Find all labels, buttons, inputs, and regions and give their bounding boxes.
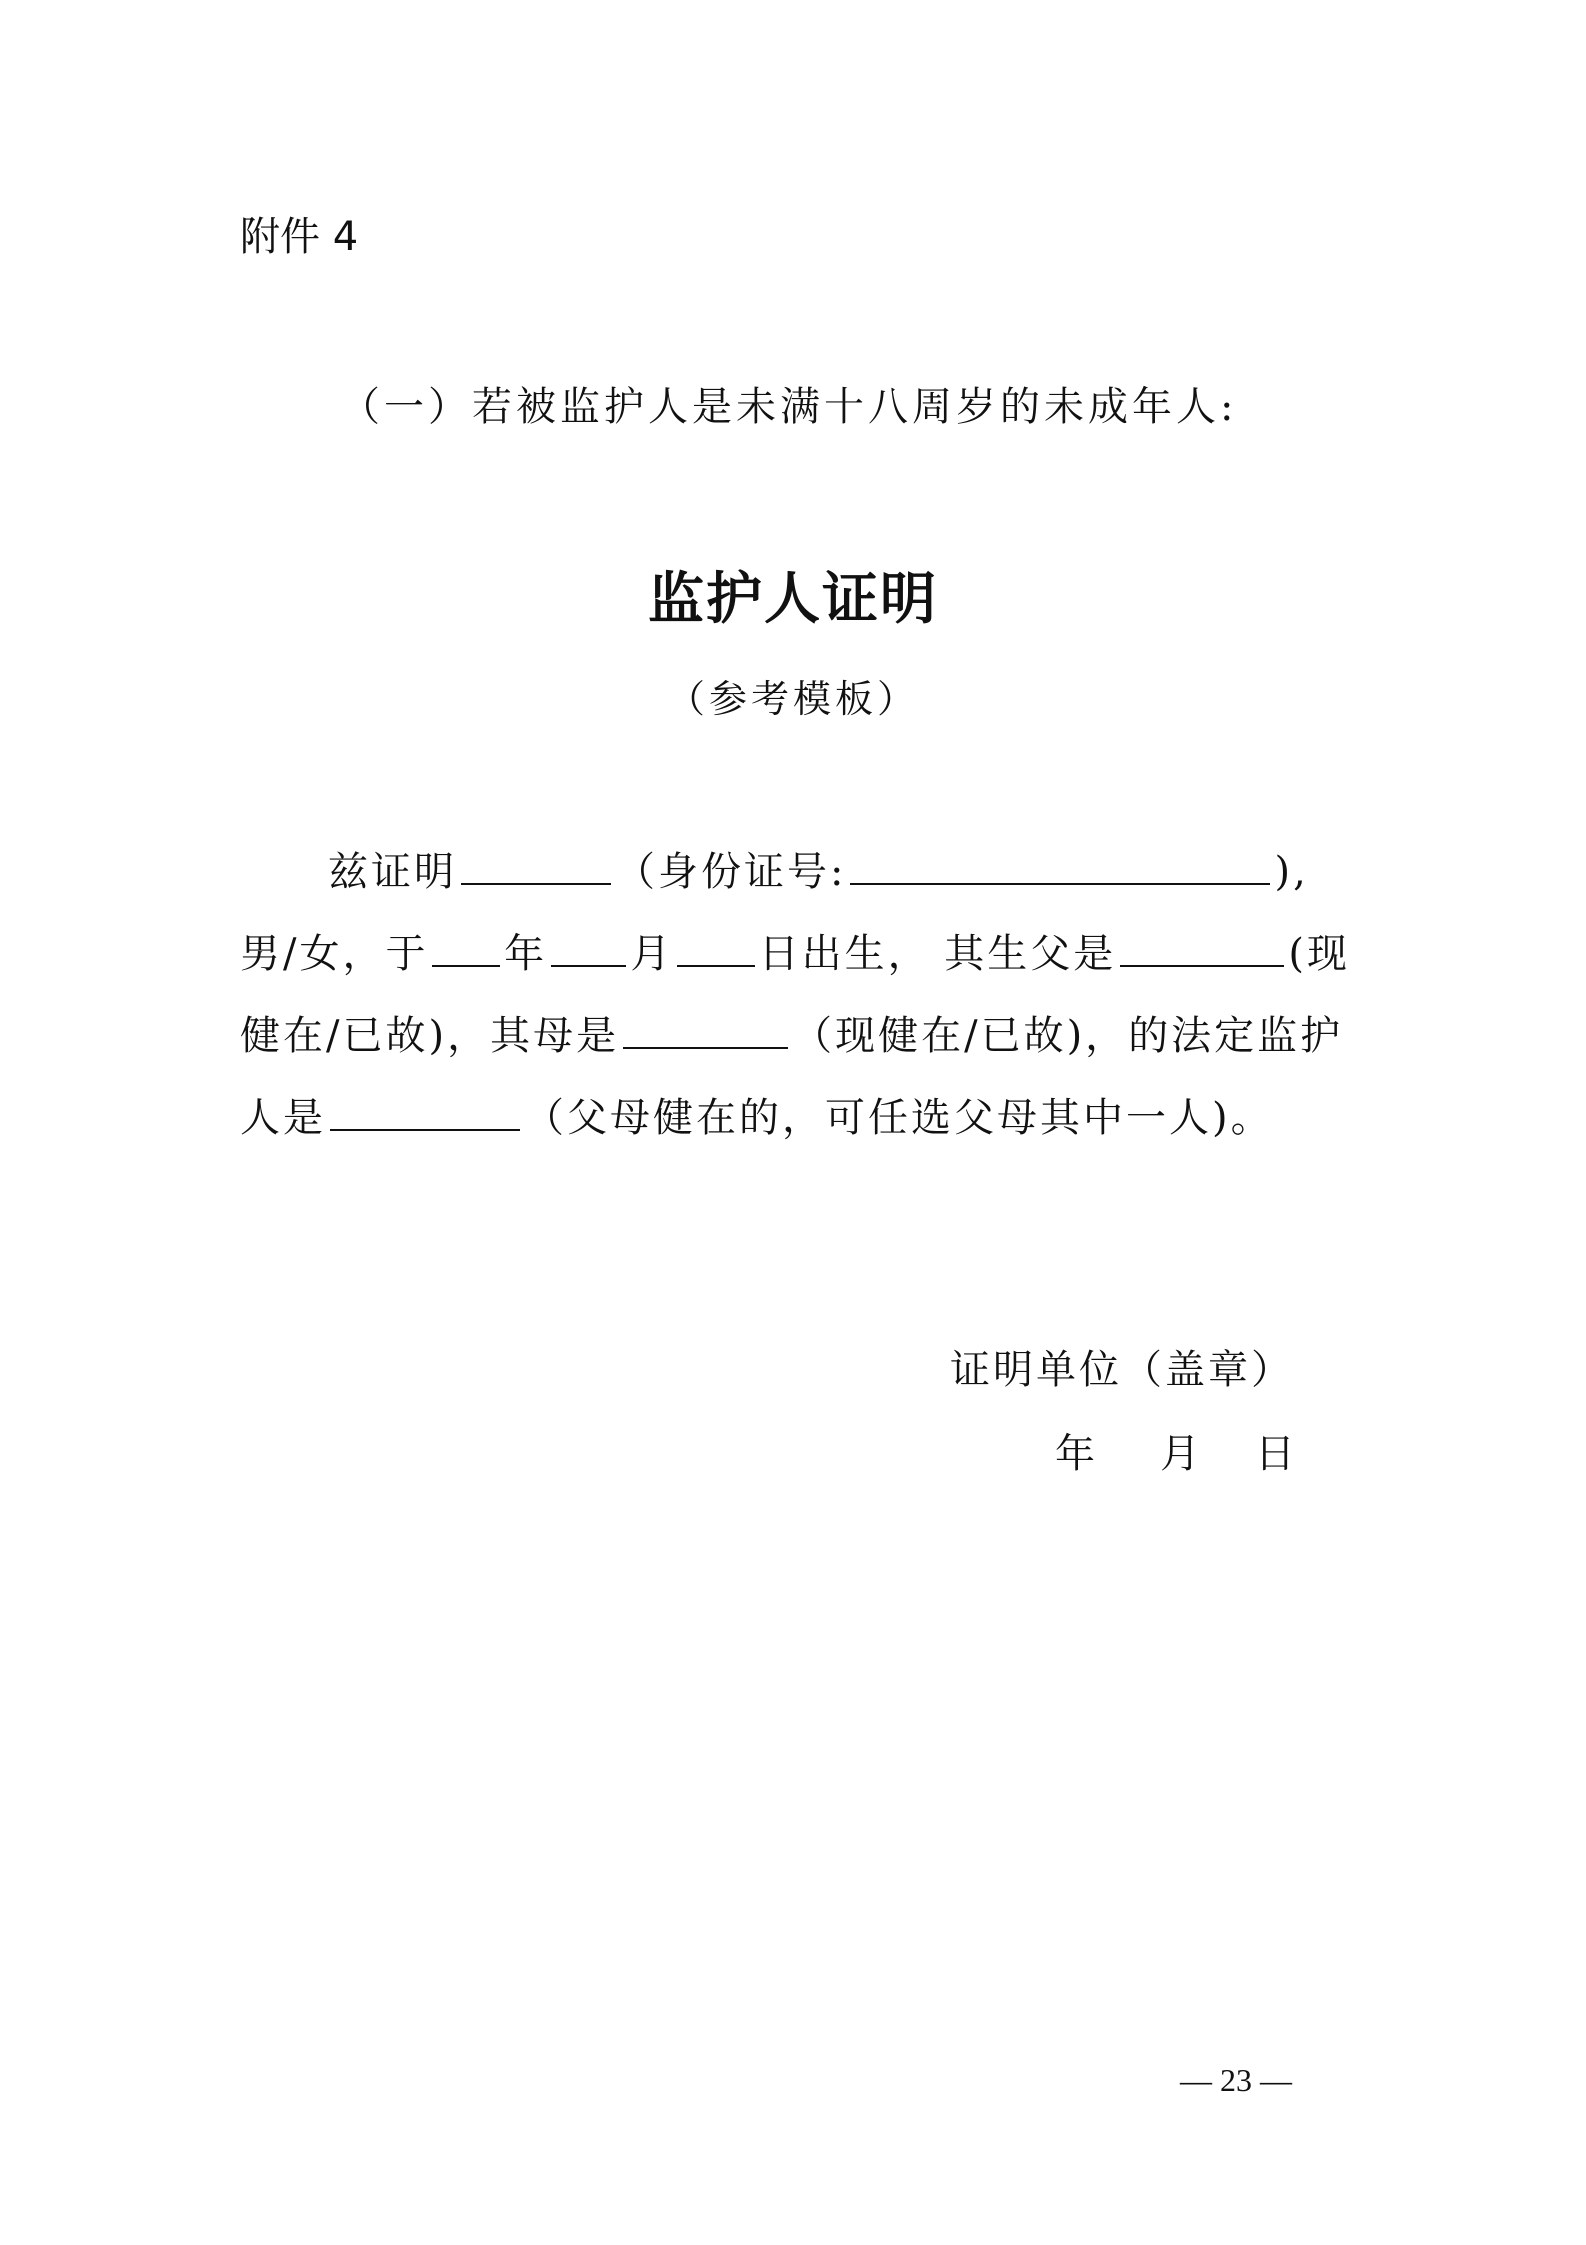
birth-year-blank[interactable] <box>432 925 500 967</box>
birth-month-blank[interactable] <box>551 925 626 967</box>
date-month-label: 月 <box>1160 1431 1200 1477</box>
certify-prefix: 兹证明 <box>328 849 457 895</box>
mother-label: 其母是 <box>490 1013 620 1059</box>
father-status-open: (现 <box>1288 931 1350 977</box>
guardian-lead: 的法定监护 <box>1128 1013 1344 1059</box>
father-name-blank[interactable] <box>1120 925 1284 967</box>
signature-date <box>1055 1422 1295 1479</box>
father-label: 其生父是 <box>944 931 1117 977</box>
year-label: 年 <box>504 931 548 977</box>
mother-name-blank[interactable] <box>623 1007 788 1049</box>
certificate-line-2 <box>240 922 1350 979</box>
certificate-line-4 <box>240 1086 1350 1143</box>
name-blank[interactable] <box>461 843 611 885</box>
page-number: — 23 — <box>1180 2062 1292 2098</box>
birth-day-blank[interactable] <box>677 925 754 967</box>
document-subtitle: （参考模板） <box>666 677 919 721</box>
month-label: 月 <box>630 931 674 977</box>
certificate-line-1 <box>240 840 1350 897</box>
issuer-seal-label: 证明单位（盖章） <box>950 1347 1294 1393</box>
gender-text: 男/女，于 <box>240 931 429 977</box>
guardian-name-blank[interactable] <box>330 1089 520 1131</box>
guardian-label: 人是 <box>240 1095 326 1141</box>
section-heading: （一）若被监护人是未满十八周岁的未成年人: <box>340 384 1238 430</box>
date-year-label: 年 <box>1055 1431 1095 1477</box>
guardian-note: （父母健在的，可任选父母其中一人)。 <box>524 1095 1274 1141</box>
id-number-blank[interactable] <box>850 843 1270 885</box>
line1-suffix: ), <box>1274 849 1309 895</box>
attachment-label: 附件 4 <box>240 214 359 260</box>
document-title: 监护人证明 <box>648 567 938 632</box>
birth-label: 日出生， <box>758 931 931 977</box>
id-number-label: （身份证号: <box>615 849 847 895</box>
certificate-line-3 <box>240 1004 1350 1061</box>
date-day-label: 日 <box>1255 1431 1295 1477</box>
mother-status: （现健在/已故)， <box>792 1013 1129 1059</box>
father-status: 健在/已故)， <box>240 1013 491 1059</box>
